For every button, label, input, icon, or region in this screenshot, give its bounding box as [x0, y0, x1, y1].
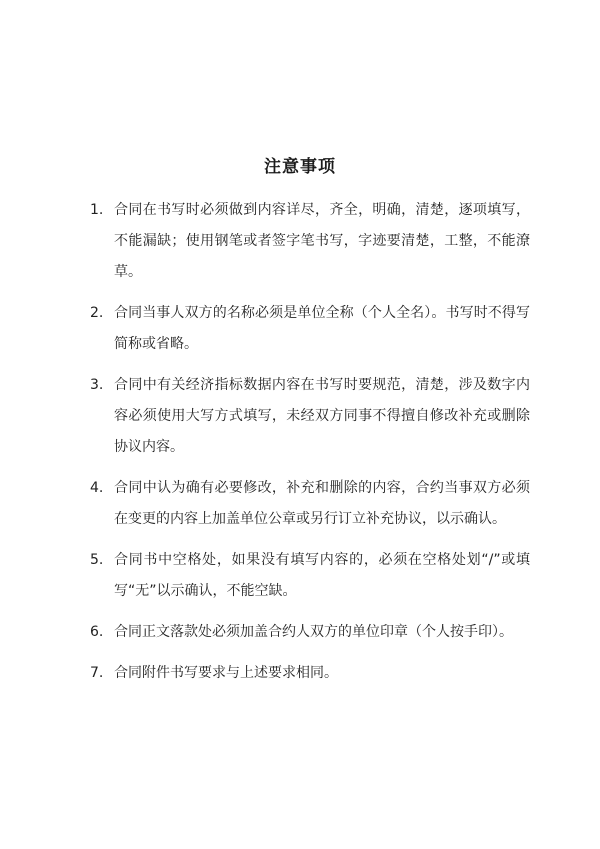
list-item	[90, 658, 530, 689]
item-number: 3.	[90, 377, 104, 393]
item-text: 合同中认为确有必要修改，补充和删除的内容，合约当事双方必须在变更的内容上加盖单位公章或另行订立补充协议，以示确认。	[114, 480, 530, 527]
item-text: 合同在书写时必须做到内容详尽，齐全，明确，清楚，逐项填写，不能漏缺；使用钢笔或者签字笔书写，字迹要清楚，工整，不能潦草。	[114, 202, 530, 280]
list-item	[90, 370, 530, 463]
list-item	[90, 617, 530, 648]
list-item	[90, 473, 530, 535]
list-item	[90, 545, 530, 607]
list-item	[90, 195, 530, 288]
item-number: 7.	[90, 665, 104, 681]
item-text: 合同当事人双方的名称必须是单位全称（个人全名）。书写时不得写简称或省略。	[114, 305, 530, 352]
item-number: 4.	[90, 480, 104, 496]
list-item	[90, 298, 530, 360]
item-text: 合同中有关经济指标数据内容在书写时要规范，清楚，涉及数字内容必须使用大写方式填写，未经双方同事不得擅自修改补充或删除协议内容。	[114, 377, 530, 455]
item-number: 2.	[90, 305, 104, 321]
page-title: 注意事项	[264, 157, 336, 177]
item-number: 1.	[90, 202, 104, 218]
item-text: 合同正文落款处必须加盖合约人双方的单位印章（个人按手印）。	[114, 624, 513, 640]
item-text: 合同书中空格处，如果没有填写内容的，必须在空格处划“/”或填写“无”以示确认，不能空缺。	[114, 552, 530, 599]
item-number: 5.	[90, 552, 104, 568]
item-text: 合同附件书写要求与上述要求相同。	[114, 665, 338, 681]
item-number: 6.	[90, 624, 104, 640]
notes-list	[90, 195, 530, 699]
